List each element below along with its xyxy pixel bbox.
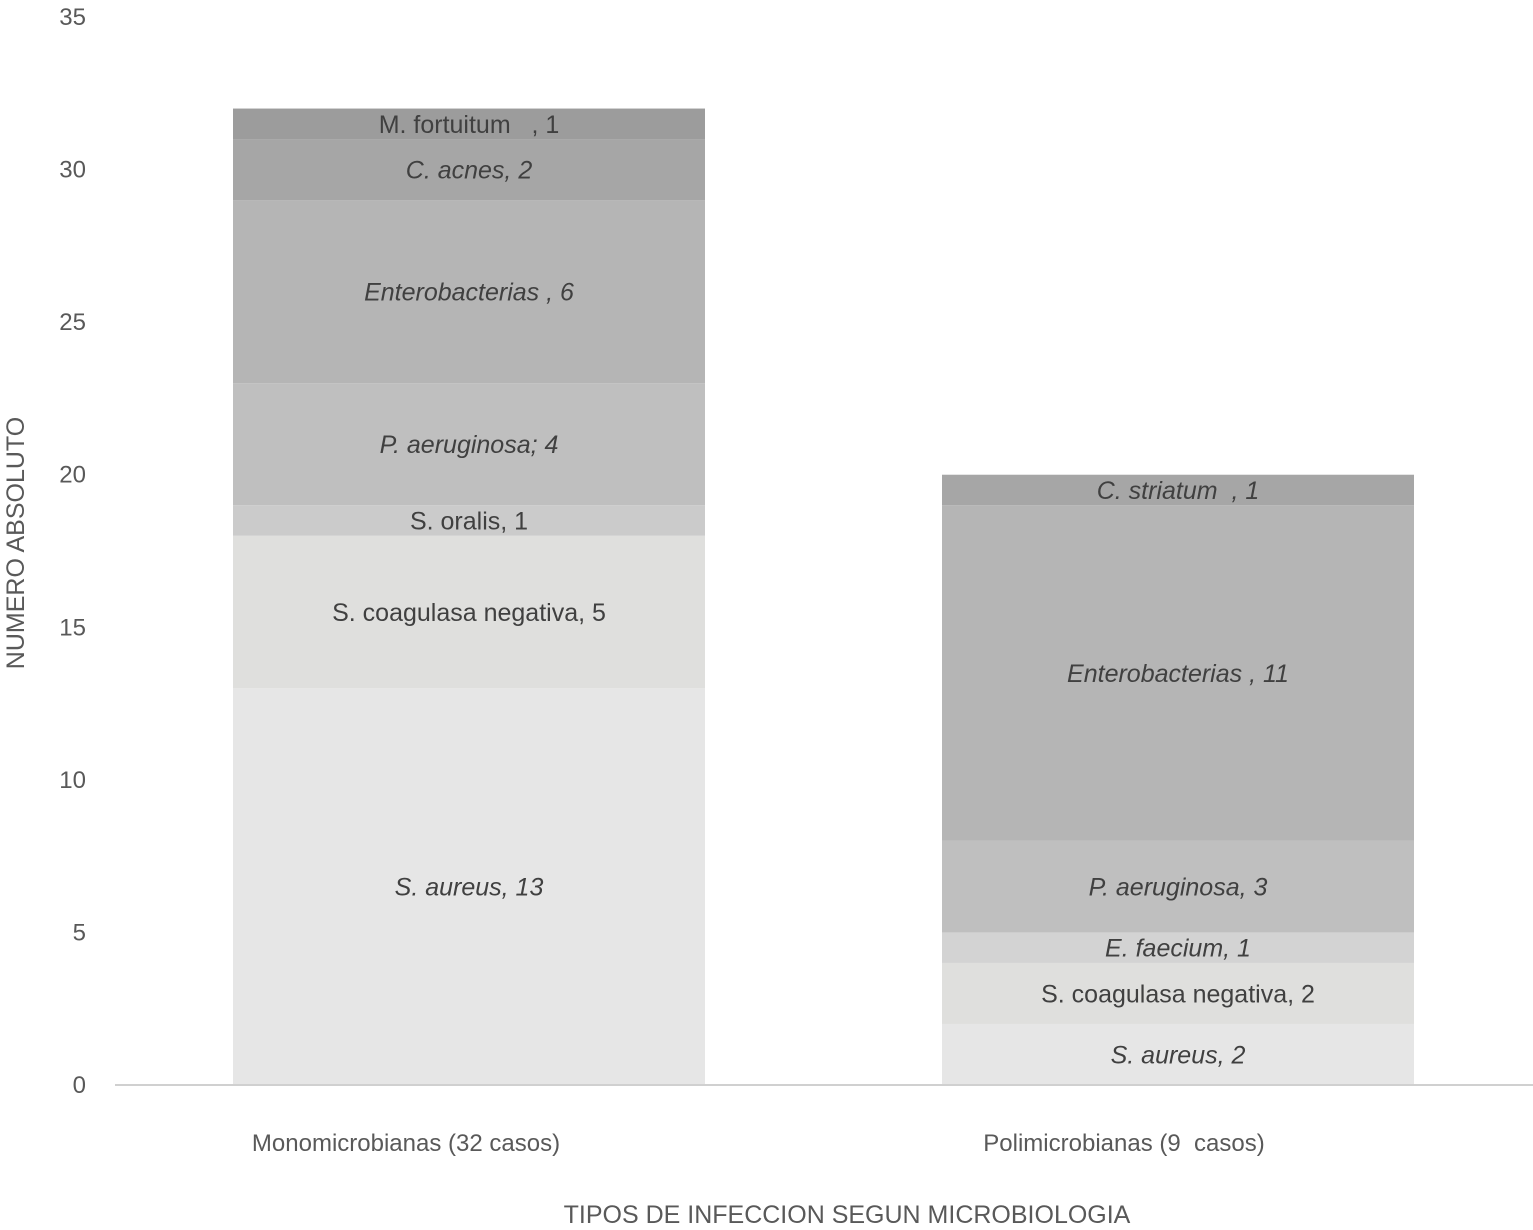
bar-segment-label: M. fortuitum , 1 [378, 110, 560, 139]
y-tick-label: 10 [59, 766, 86, 794]
y-tick-label: 35 [59, 4, 86, 31]
y-tick-label: 15 [59, 614, 86, 642]
y-tick-label: 30 [59, 156, 86, 184]
bar-segment-label: P. aeruginosa; 4 [379, 431, 559, 460]
y-axis-ticks [59, 4, 86, 1099]
bar-segment-label: S. aureus, 13 [394, 873, 544, 902]
bar-segment-label: Enterobacterias , 6 [364, 278, 574, 307]
y-tick-label: 25 [59, 309, 86, 337]
x-category-label: Polimicrobianas (9 casos) [983, 1130, 1265, 1157]
bar-segment-label: Enterobacterias , 11 [1067, 660, 1289, 689]
x-axis-ticks [252, 1130, 1265, 1157]
bar-segment-label: S. oralis, 1 [409, 507, 529, 536]
bar-segment-label: C. striatum , 1 [1096, 476, 1260, 505]
bar-segment-label: E. faecium, 1 [1105, 934, 1251, 963]
bar-segment-label: S. aureus, 2 [1110, 1041, 1246, 1070]
y-axis-title: NUMERO ABSOLUTO [2, 416, 30, 670]
x-axis-title: TIPOS DE INFECCION SEGUN MICROBIOLOGIA [563, 1201, 1131, 1229]
y-tick-label: 5 [72, 919, 86, 947]
bars [233, 109, 1414, 1085]
bar-segment-label: P. aeruginosa, 3 [1088, 873, 1268, 902]
y-tick-label: 0 [72, 1072, 86, 1099]
bar-segment-label: C. acnes, 2 [405, 156, 533, 185]
bar-segment-label: S. coagulasa negativa, 2 [1041, 980, 1315, 1009]
y-tick-label: 20 [59, 461, 86, 489]
bar-segment-label: S. coagulasa negativa, 5 [332, 599, 606, 628]
x-category-label: Monomicrobianas (32 casos) [251, 1130, 561, 1157]
